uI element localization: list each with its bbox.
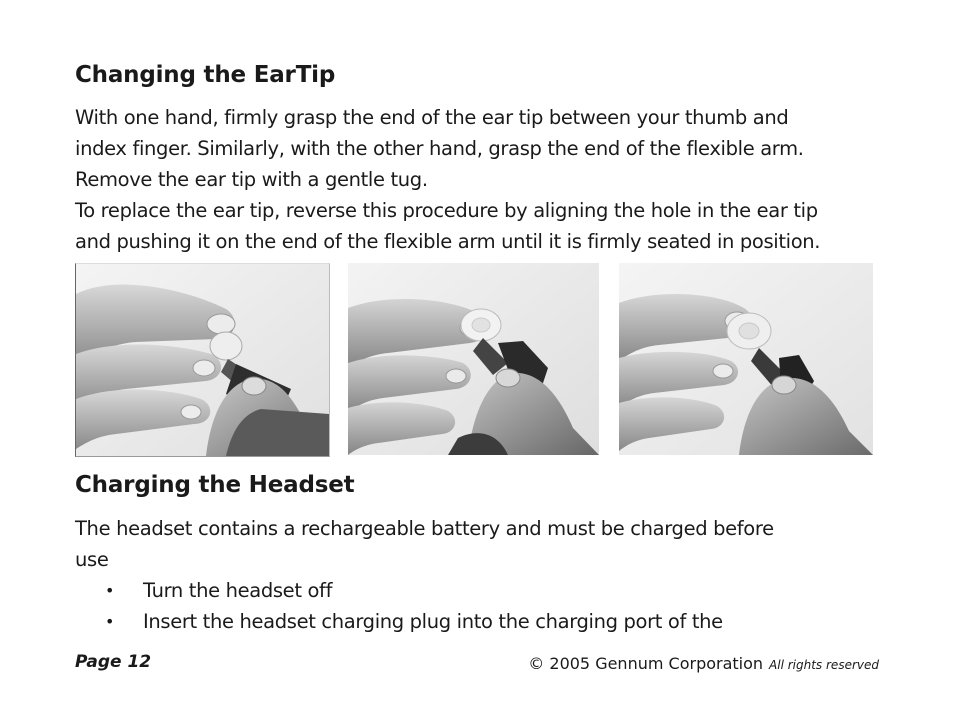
- text-line: use: [75, 548, 109, 571]
- text-line: and pushing it on the end of the flexible arm until it is firmly seated in position.: [75, 230, 821, 253]
- hands-holding-ear-tip-photo: [75, 263, 330, 457]
- text-line: To replace the ear tip, reverse this procedure by aligning the hole in the ear tip: [75, 199, 818, 222]
- text-line: Remove the ear tip with a gentle tug.: [75, 168, 428, 191]
- charging-steps-list: [101, 575, 723, 637]
- rights-text: All rights reserved: [769, 658, 879, 672]
- copyright-notice: [528, 654, 879, 673]
- section-title-changing-ear-tip: Changing the EarTip: [75, 62, 336, 88]
- text-line: The headset contains a rechargeable battery and must be charged before: [75, 517, 774, 540]
- list-item: [101, 575, 723, 606]
- charging-instructions: [75, 513, 887, 575]
- ear-tip-photo-row: [75, 263, 875, 455]
- list-item: [101, 606, 723, 637]
- hands-removing-ear-tip-photo: [348, 263, 599, 455]
- text-line: With one hand, firmly grasp the end of the ear tip between your thumb and: [75, 106, 789, 129]
- list-item-text: Insert the headset charging plug into the charging port of the: [143, 610, 723, 633]
- copyright-text: © 2005 Gennum Corporation: [528, 654, 764, 673]
- ear-tip-instructions: [75, 102, 887, 257]
- manual-page: [75, 0, 885, 716]
- page-number: Page 12: [75, 652, 152, 672]
- bullet-icon: •: [105, 581, 115, 600]
- section-title-charging-headset: Charging the Headset: [75, 472, 355, 498]
- list-item-text: Turn the headset off: [143, 579, 333, 602]
- bullet-icon: •: [105, 612, 115, 631]
- text-line: index finger. Similarly, with the other hand, grasp the end of the flexible arm.: [75, 137, 804, 160]
- hands-attaching-ear-tip-photo: [619, 263, 873, 455]
